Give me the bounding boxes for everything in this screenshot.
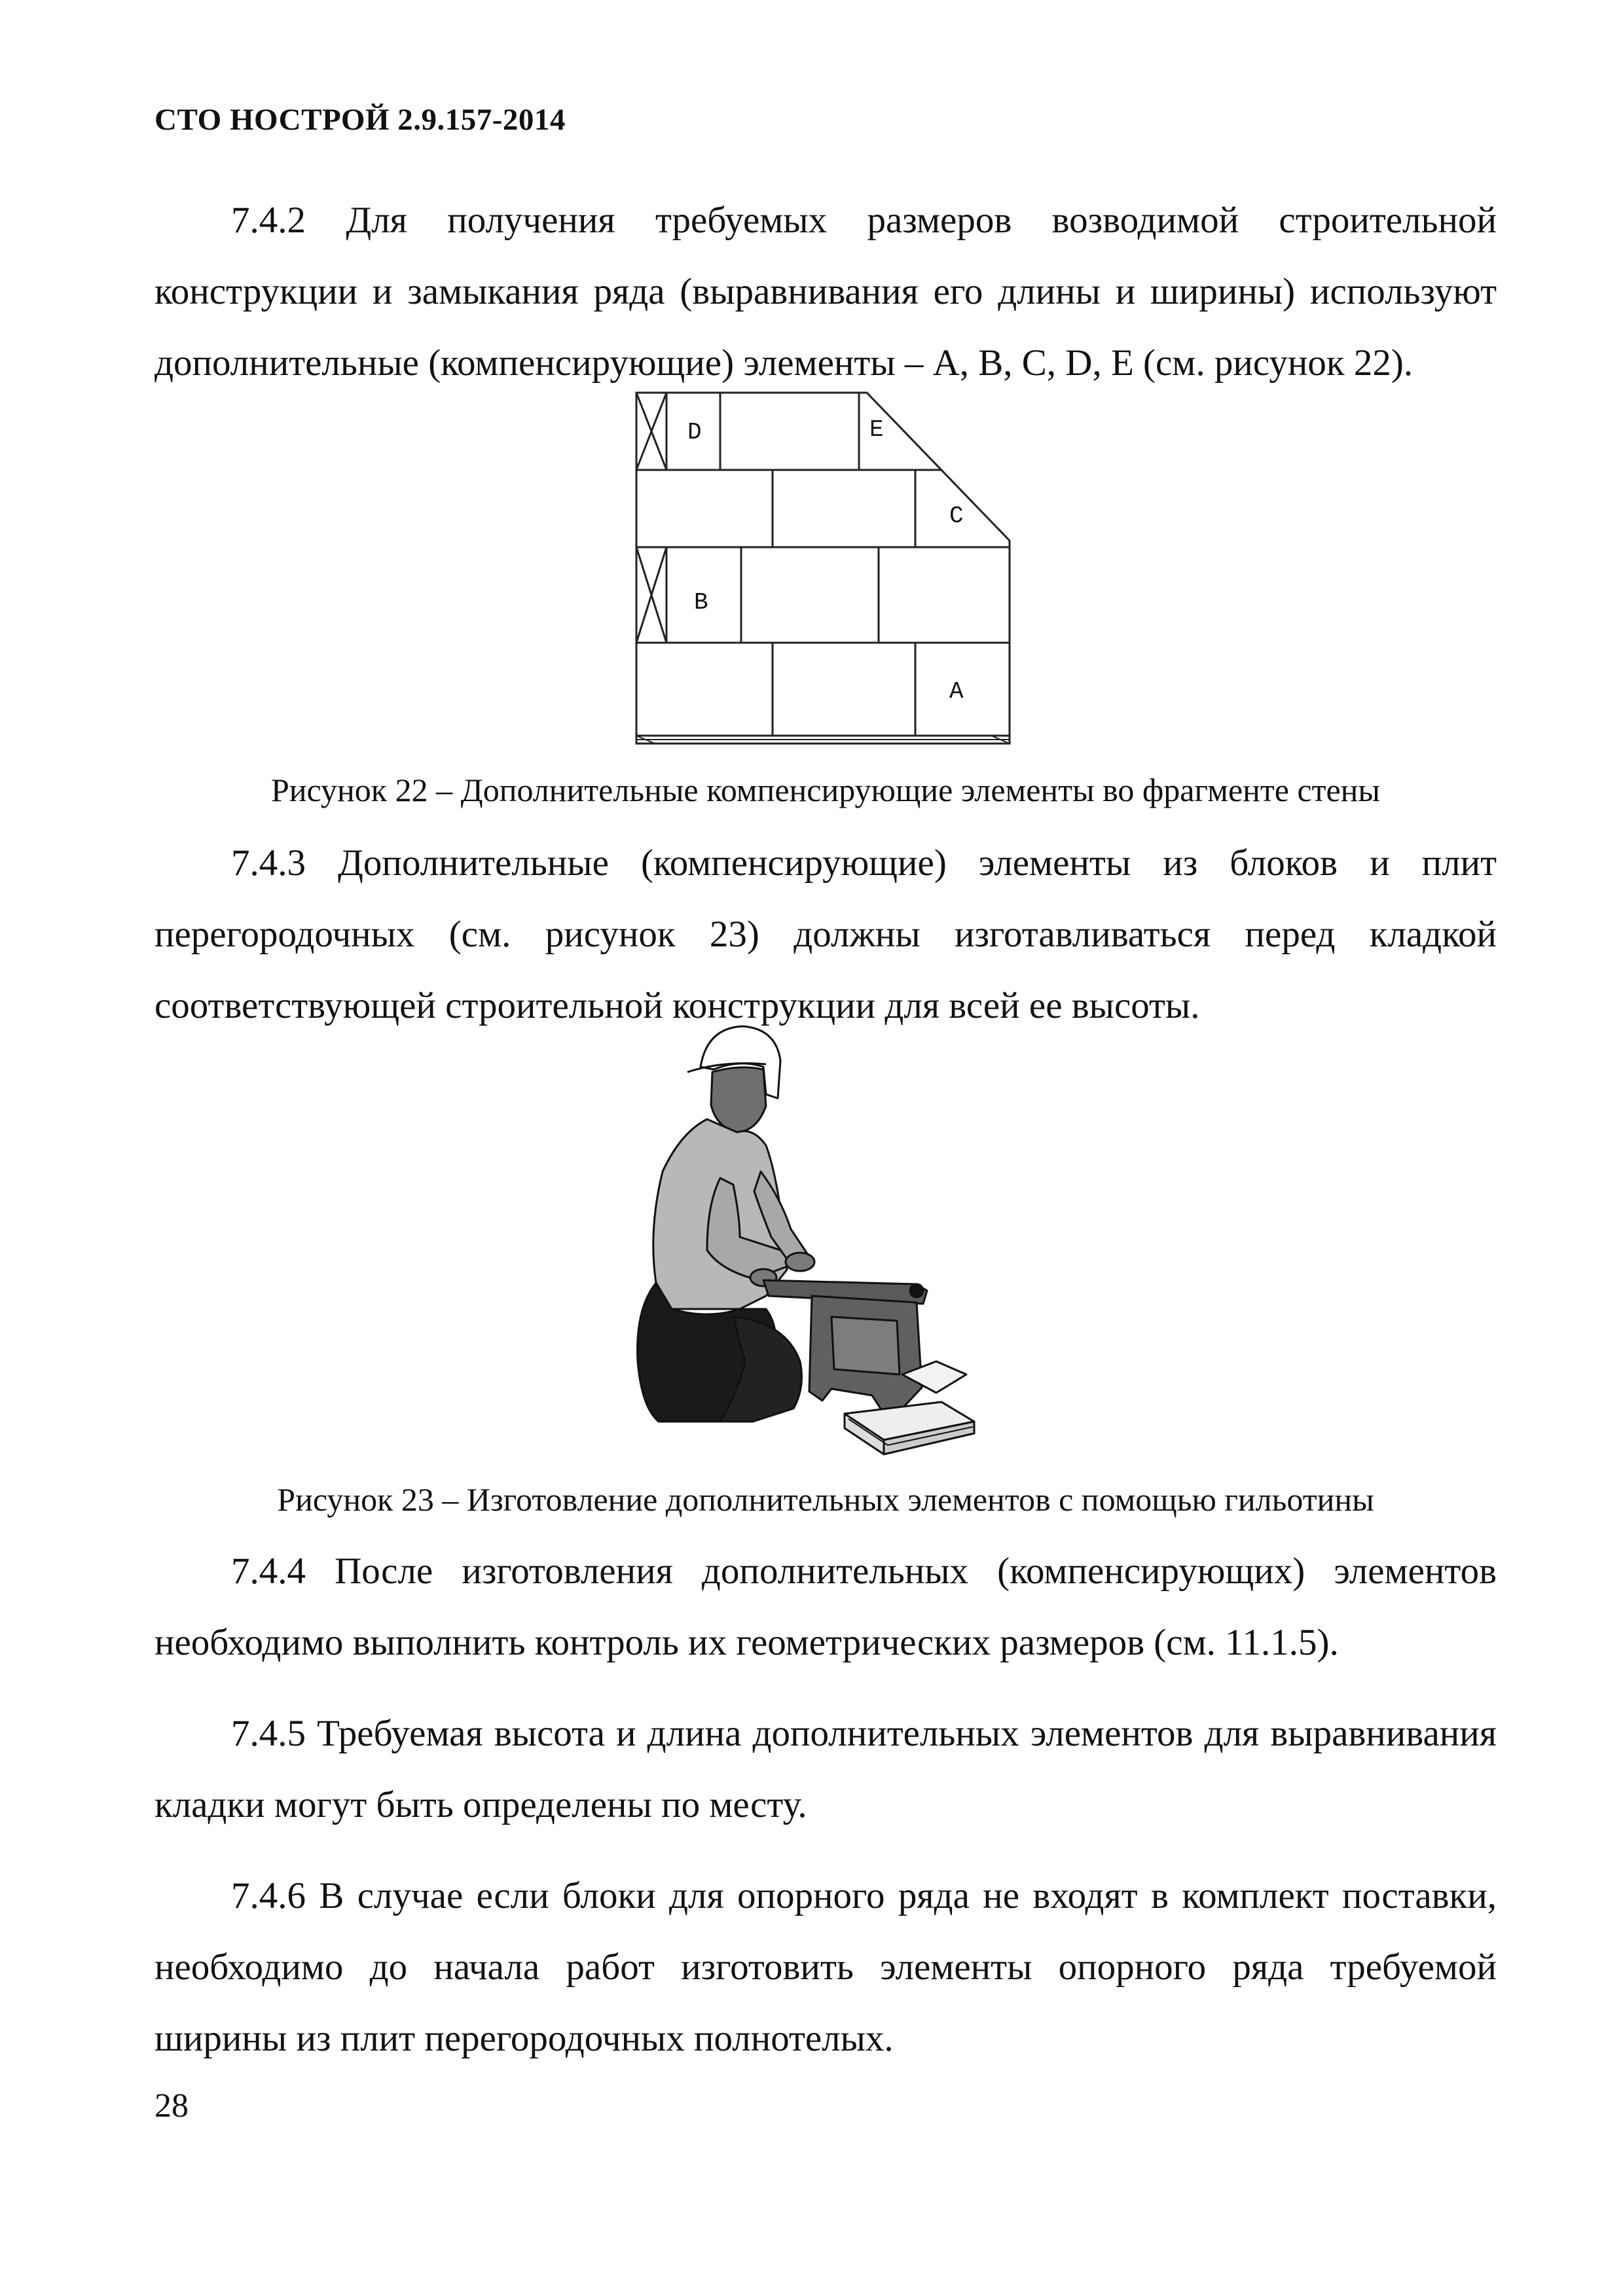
paragraph-7-4-3: 7.4.3 Дополнительные (компенсирующие) элементы из блоков и плит перегородочных (см. рисунок 23) должны изготавливаться перед кладкой соответствующей строительной конструкции для всей ее высоты. <box>155 842 1497 1026</box>
label-a: A <box>949 678 964 705</box>
paragraph-7-4-6: 7.4.6 В случае если блоки для опорного ряда не входят в комплект поставки, необходимо до начала работ изготовить элементы опорного ряда требуемой ширины из плит перегородочных полнотелых. <box>155 1875 1497 2059</box>
label-e: E <box>869 416 884 443</box>
wall-fragment-diagram <box>629 386 1034 753</box>
paragraph-7-4-4: 7.4.4 После изготовления дополнительных (компенсирующих) элементов необходимо выполнить контроль их геометрических размеров (см. 11.1.5). <box>155 1551 1497 1663</box>
worker-guillotine-illustration <box>609 1021 1028 1460</box>
document-header: СТО НОСТРОЙ 2.9.157-2014 <box>155 103 566 137</box>
figure-22-caption: Рисунок 22 – Дополнительные компенсирующие элементы во фрагменте стены <box>270 772 1381 808</box>
label-c: C <box>949 503 964 529</box>
page-number: 28 <box>155 2087 189 2125</box>
label-b: B <box>694 589 708 616</box>
label-d: D <box>687 419 702 446</box>
paragraph-7-4-2: 7.4.2 Для получения требуемых размеров возводимой строительной конструкции и замыкания ряда (выравнивания его длины и ширины) используют дополнительные (компенсирующие) элементы – A, B, C, D, E (см. рисунок 22). <box>155 200 1497 384</box>
paragraph-7-4-5: 7.4.5 Требуемая высота и длина дополнительных элементов для выравнивания кладки могут быть определены по месту. <box>155 1713 1497 1825</box>
figure-23-caption: Рисунок 23 – Изготовление дополнительных элементов с помощью гильотины <box>277 1481 1374 1518</box>
